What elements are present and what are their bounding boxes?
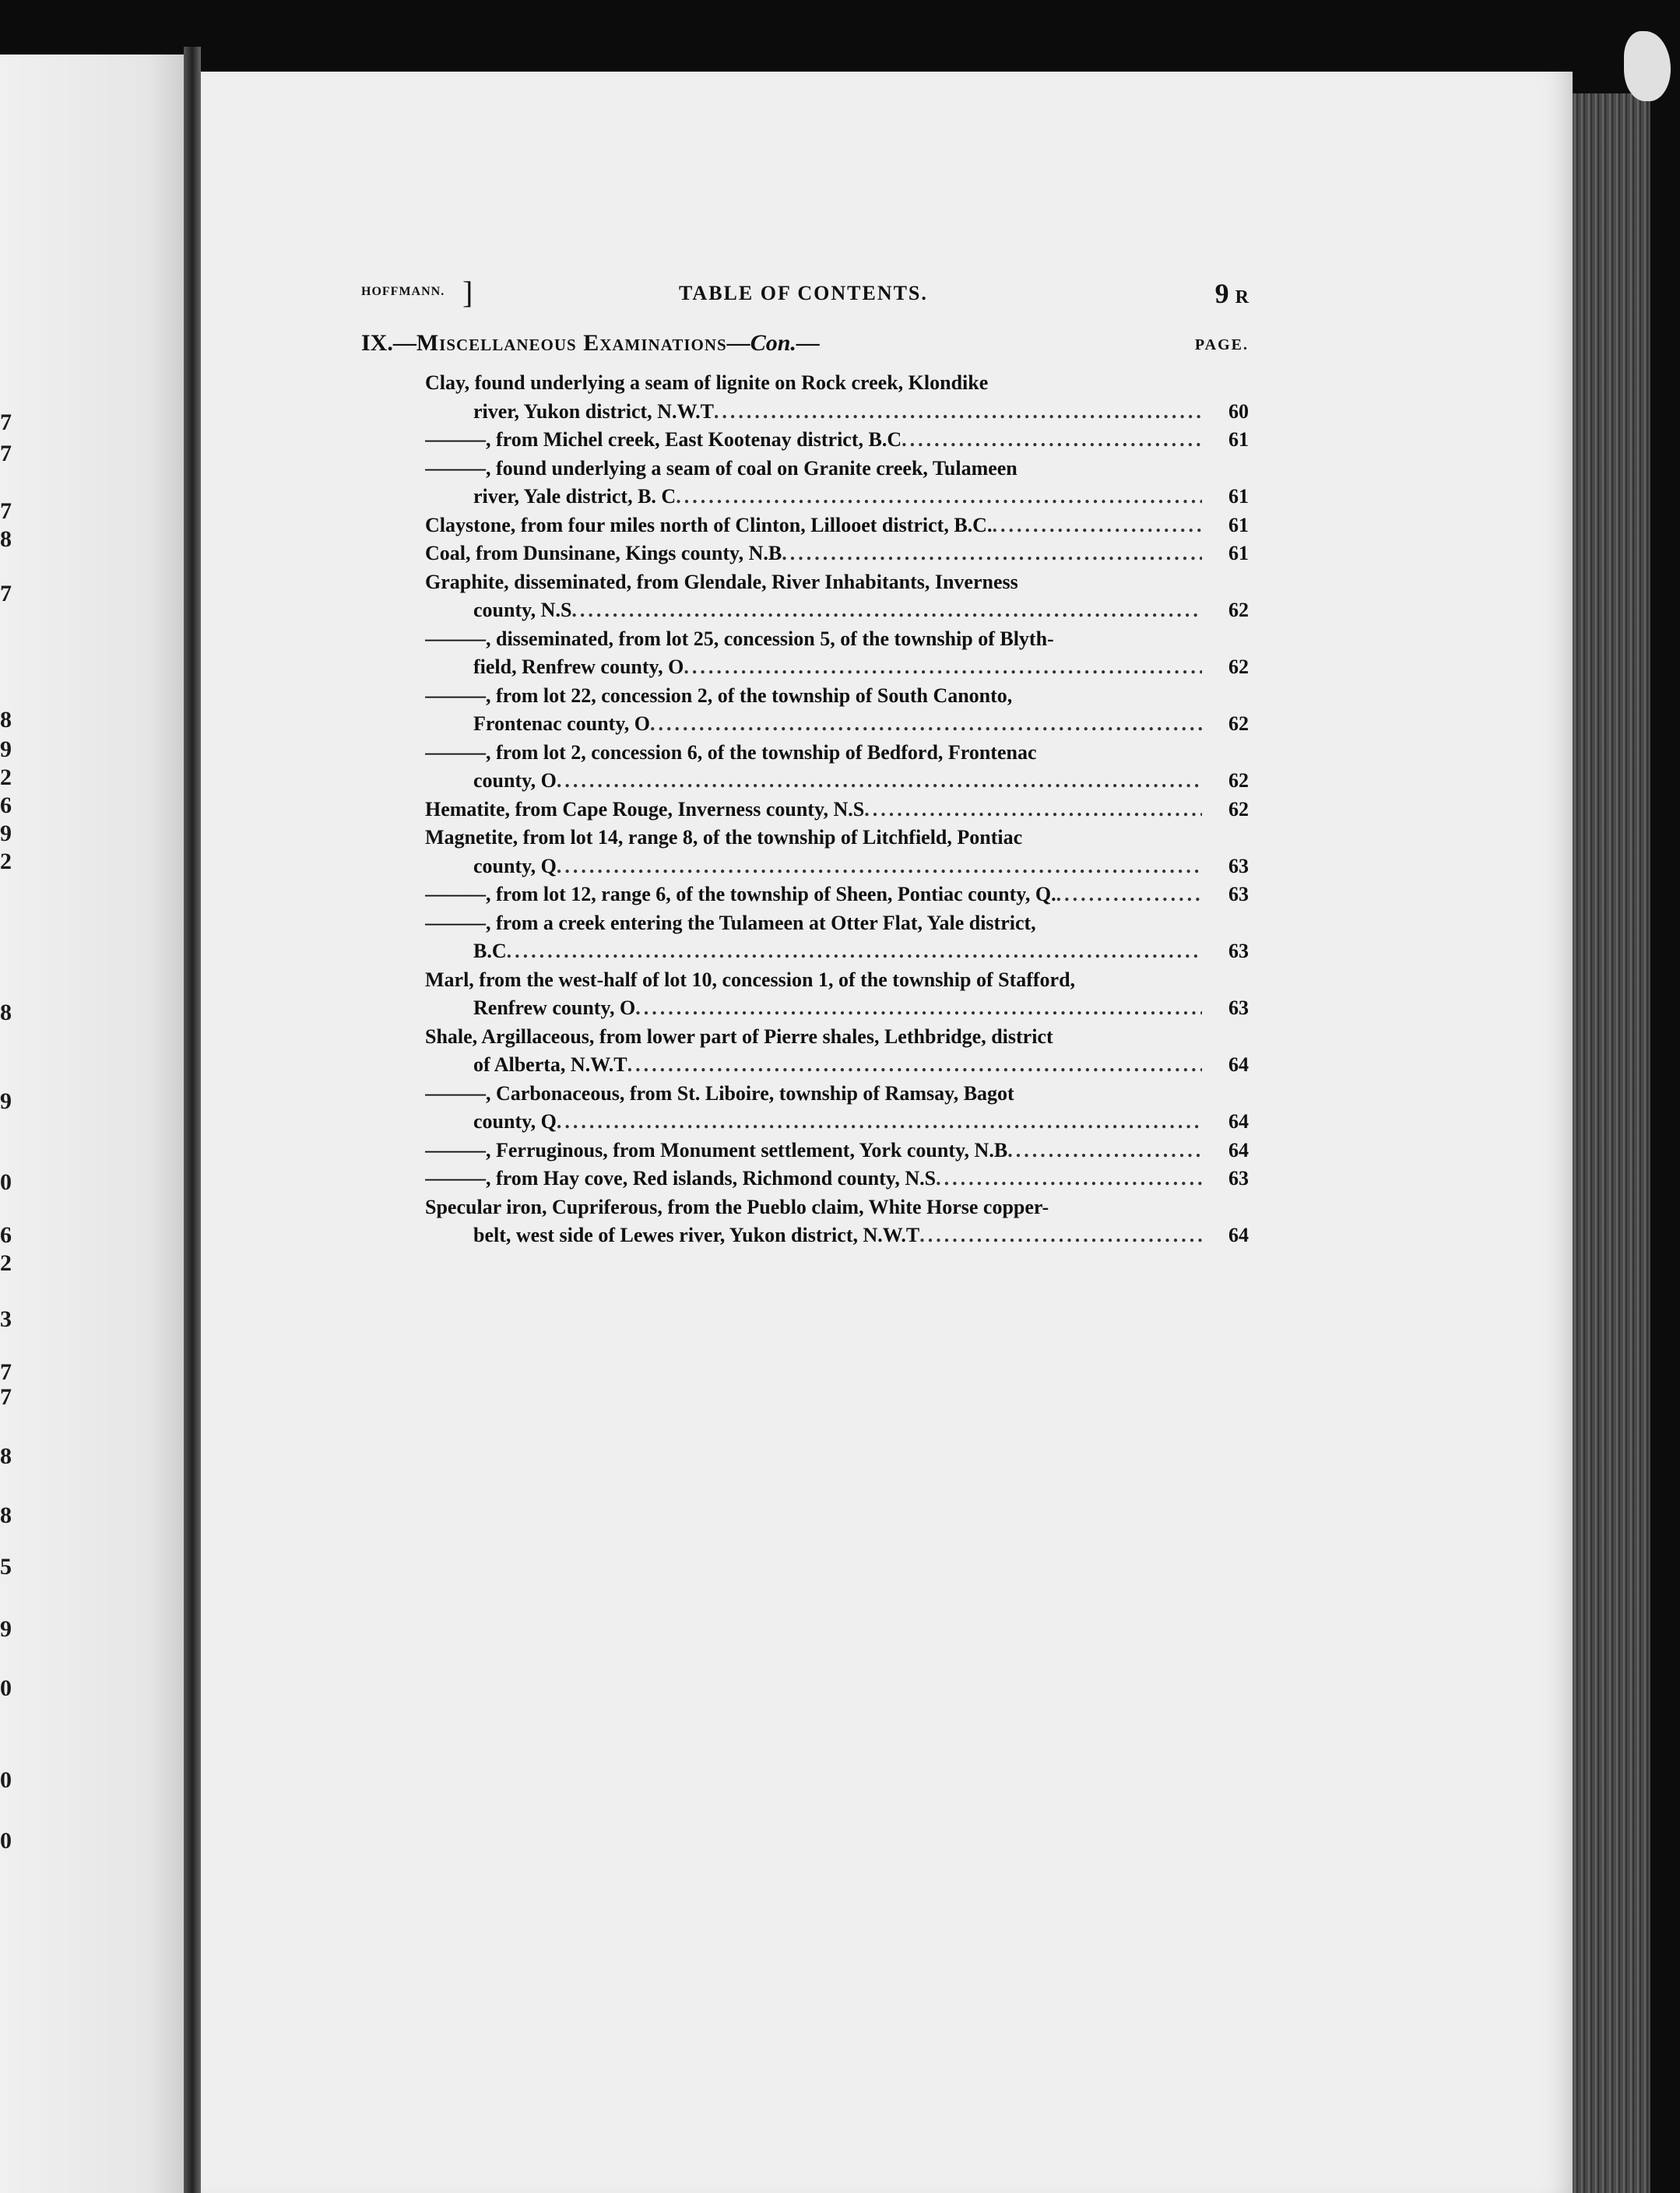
dot-leader (992, 511, 1202, 540)
contents-entry (361, 909, 1249, 966)
entry-line: ———, found underlying a seam of coal on Granite creek, Tulameen (425, 456, 1017, 480)
margin-number: 5 (0, 1554, 12, 1580)
margin-number: 7 (0, 498, 12, 524)
contents-entry (361, 682, 1249, 739)
margin-number: 6 (0, 793, 12, 818)
margin-number: 6 (0, 1222, 12, 1248)
entry-line (425, 1108, 1202, 1137)
contents-entry (361, 1080, 1249, 1137)
entry-line: Specular iron, Cupriferous, from the Pueblo claim, White Horse copper- (425, 1195, 1049, 1218)
dot-leader (557, 767, 1202, 796)
dot-leader (1007, 1137, 1202, 1165)
entry-page-number: 62 (1228, 712, 1249, 735)
entry-line: Magnetite, from lot 14, range 8, of the township of Litchfield, Pontiac (425, 826, 1023, 849)
entry-line (425, 852, 1202, 881)
entry-line: ———, from lot 22, concession 2, of the township of South Canonto, (425, 684, 1013, 707)
dot-leader (557, 1108, 1202, 1137)
page-title: TABLE OF CONTENTS. (679, 282, 928, 304)
entry-line (425, 596, 1202, 625)
bracket-glyph: ] (462, 275, 473, 310)
entry-text: Frontenac county, O (473, 712, 651, 735)
entry-line (425, 398, 1202, 427)
entry-page-number: 61 (1228, 485, 1249, 508)
entry-page-number: 62 (1228, 797, 1249, 821)
entry-page-number: 62 (1228, 769, 1249, 792)
author-name: HOFFMANN. (361, 285, 445, 298)
entry-line (425, 483, 1202, 511)
entry-line (425, 710, 1202, 739)
entry-line: ———, from lot 2, concession 6, of the township of Bedford, Frontenac (425, 740, 1037, 764)
contents-entry (361, 1165, 1249, 1193)
dot-leader (676, 483, 1202, 511)
entry-page-number: 64 (1228, 1138, 1249, 1162)
contents-entry (361, 796, 1249, 824)
entry-text: county, Q (473, 1110, 557, 1133)
contents-entry (361, 739, 1249, 796)
dot-leader (507, 937, 1202, 966)
dot-leader (627, 1051, 1202, 1080)
entry-line (425, 1137, 1202, 1165)
margin-number: 0 (0, 1828, 12, 1854)
entry-text: river, Yale district, B. C (473, 485, 677, 508)
entry-line (425, 767, 1202, 796)
entry-line: Marl, from the west-half of lot 10, concession 1, of the township of Stafford, (425, 968, 1076, 991)
contents-entry (361, 568, 1249, 625)
contents-entry (361, 426, 1249, 455)
entry-page-number: 63 (1228, 854, 1249, 877)
entry-page-number: 60 (1228, 399, 1249, 423)
margin-number: 8 (0, 1443, 12, 1469)
entry-line: ———, disseminated, from lot 25, concession 5, of the township of Blyth- (425, 627, 1054, 650)
entry-page-number: 63 (1228, 1167, 1249, 1190)
entry-text: ———, from lot 12, range 6, of the township of Sheen, Pontiac county, Q. (425, 883, 1056, 905)
contents-entry (361, 824, 1249, 880)
entry-text: belt, west side of Lewes river, Yukon district, N.W.T (473, 1224, 920, 1246)
dot-leader (557, 852, 1202, 881)
entry-line (425, 937, 1202, 966)
dot-leader (684, 653, 1202, 682)
entry-line: ———, from a creek entering the Tulameen at Otter Flat, Yale district, (425, 911, 1036, 934)
entry-line (425, 1221, 1202, 1250)
dot-leader (919, 1221, 1202, 1250)
margin-number: 8 (0, 707, 12, 733)
entry-text: ———, from Hay cove, Red islands, Richmond county, N.S (425, 1167, 937, 1190)
entry-line (425, 539, 1202, 568)
entry-line: Clay, found underlying a seam of lignite on Rock creek, Klondike (425, 371, 989, 394)
margin-number: 7 (0, 409, 12, 435)
margin-number: 2 (0, 1250, 12, 1276)
margin-number: 7 (0, 441, 12, 466)
section-heading (361, 330, 1249, 369)
margin-number: 9 (0, 821, 12, 846)
margin-number: 0 (0, 1675, 12, 1701)
entry-page-number: 61 (1228, 513, 1249, 536)
scan-artifact (1624, 31, 1671, 101)
margin-number: 9 (0, 1088, 12, 1114)
entry-text: of Alberta, N.W.T (473, 1053, 627, 1076)
entry-text: county, N.S (473, 599, 572, 621)
page-column-label: PAGE. (1194, 336, 1249, 353)
dot-leader (902, 426, 1202, 455)
contents-entry (361, 1023, 1249, 1080)
margin-number: 2 (0, 849, 12, 874)
entry-line: Shale, Argillaceous, from lower part of Pierre shales, Lethbridge, district (425, 1024, 1053, 1048)
entry-page-number: 63 (1228, 883, 1249, 905)
page-content (361, 275, 1249, 1250)
entry-line (425, 796, 1202, 824)
entry-text: Hematite, from Cape Rouge, Inverness county, N.S (425, 797, 865, 821)
entry-page-number: 61 (1228, 428, 1249, 451)
dot-leader (571, 596, 1202, 625)
contents-entry (361, 369, 1249, 426)
margin-number: 7 (0, 581, 12, 606)
dot-leader (864, 796, 1202, 824)
dot-leader (1056, 880, 1202, 909)
dot-leader (635, 994, 1202, 1023)
margin-number: 2 (0, 764, 12, 790)
margin-number: 3 (0, 1306, 12, 1332)
margin-number: 0 (0, 1169, 12, 1195)
page-number: 9 R (1214, 278, 1249, 309)
section-title: IX.—Miscellaneous Examinations—Con.— (361, 330, 820, 356)
entry-line (425, 511, 1202, 540)
entry-page-number: 62 (1228, 599, 1249, 621)
contents-entry (361, 511, 1249, 540)
entry-line (425, 653, 1202, 682)
margin-number: 8 (0, 1502, 12, 1528)
dot-leader (714, 398, 1202, 427)
margin-number: 7 (0, 1359, 12, 1385)
entry-line: ———, Carbonaceous, from St. Liboire, township of Ramsay, Bagot (425, 1081, 1014, 1105)
page-edges (1573, 93, 1650, 2193)
entry-text: river, Yukon district, N.W.T (473, 399, 714, 423)
entry-page-number: 63 (1228, 996, 1249, 1019)
dot-leader (782, 539, 1202, 568)
entry-text: Claystone, from four miles north of Clinton, Lillooet district, B.C. (425, 513, 993, 536)
entry-line (425, 1165, 1202, 1193)
contents-list (361, 369, 1249, 1250)
entry-page-number: 64 (1228, 1110, 1249, 1133)
entry-page-number: 64 (1228, 1224, 1249, 1246)
margin-number: 9 (0, 1616, 12, 1642)
entry-page-number: 64 (1228, 1053, 1249, 1076)
contents-entry (361, 625, 1249, 682)
entry-text: county, Q (473, 854, 557, 877)
contents-entry (361, 539, 1249, 568)
entry-text: county, O (473, 769, 557, 792)
contents-entry (361, 966, 1249, 1023)
entry-line: Graphite, disseminated, from Glendale, River Inhabitants, Inverness (425, 570, 1018, 593)
entry-line (425, 426, 1202, 455)
margin-number: 0 (0, 1767, 12, 1793)
entry-text: B.C (473, 940, 507, 962)
margin-number: 7 (0, 1384, 12, 1410)
entry-page-number: 61 (1228, 542, 1249, 564)
running-head (361, 275, 1249, 313)
facing-page (0, 54, 184, 2193)
entry-page-number: 63 (1228, 940, 1249, 962)
contents-entry (361, 1193, 1249, 1250)
contents-entry (361, 455, 1249, 511)
entry-page-number: 62 (1228, 655, 1249, 678)
contents-entry (361, 1137, 1249, 1165)
entry-text: ———, Ferruginous, from Monument settlement, York county, N.B (425, 1138, 1008, 1162)
entry-line (425, 994, 1202, 1023)
entry-line (425, 1051, 1202, 1080)
entry-text: ———, from Michel creek, East Kootenay district, B.C (425, 428, 902, 451)
entry-text: field, Renfrew county, O (473, 655, 684, 678)
entry-line (425, 880, 1202, 909)
margin-number: 8 (0, 1000, 12, 1025)
entry-text: Renfrew county, O (473, 996, 636, 1019)
contents-entry (361, 880, 1249, 909)
entry-text: Coal, from Dunsinane, Kings county, N.B (425, 542, 782, 564)
book-gutter (184, 47, 201, 2193)
dot-leader (650, 710, 1202, 739)
dot-leader (936, 1165, 1202, 1193)
margin-number: 9 (0, 736, 12, 762)
margin-number: 8 (0, 526, 12, 552)
